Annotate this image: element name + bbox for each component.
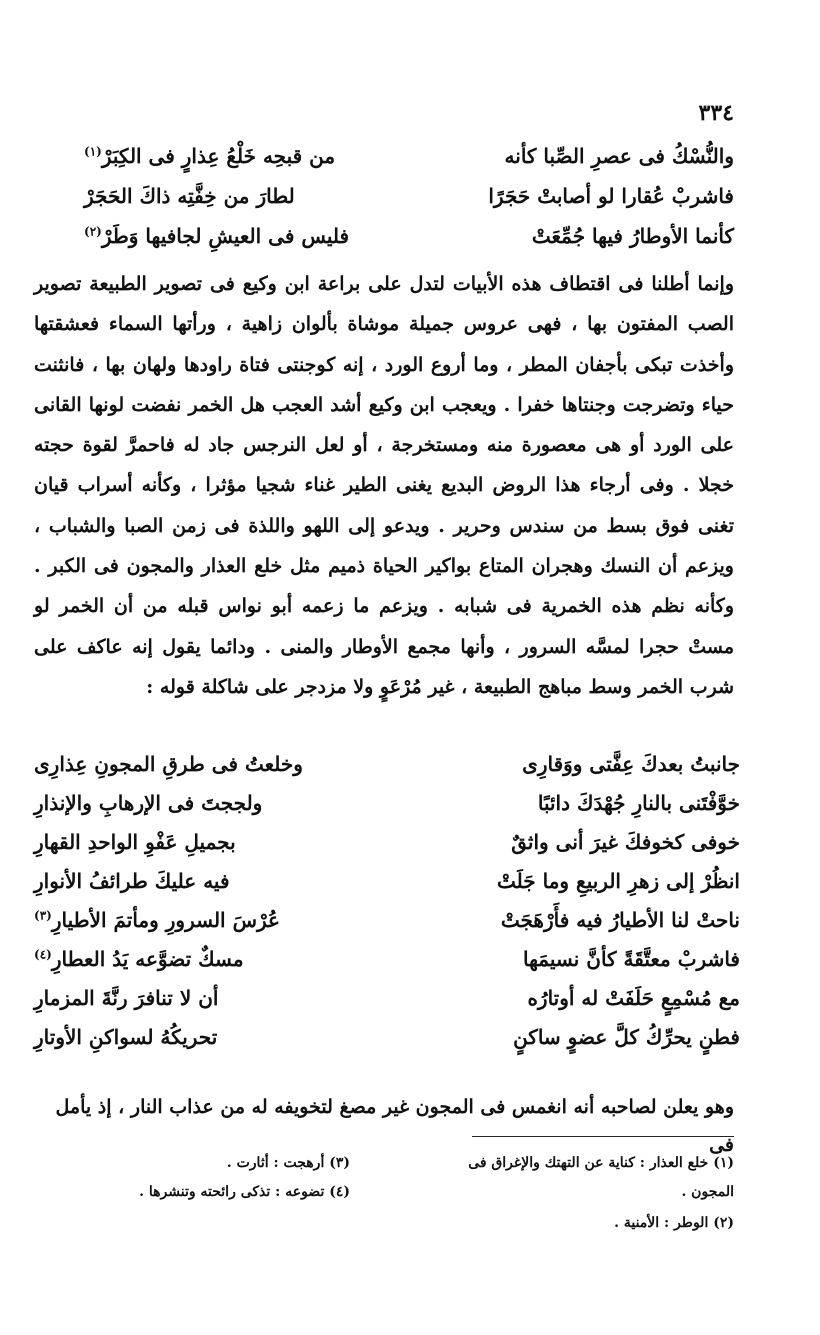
verse-second-hemistich: أن لا تنافرَ رنَّةَ المزمارِ — [34, 986, 219, 1010]
verse-second-hemistich: عُرْسَ السرورِ ومأتمَ الأطيارِ$^{(٣)}$ — [34, 908, 280, 932]
footnote: (٤) تضوعه : تذكى رائحته وتنشرها . — [139, 1184, 350, 1200]
footnote: (٣) أرهجت : أثارت . — [226, 1155, 350, 1171]
body-paragraph — [34, 264, 734, 707]
verse-second-hemistich: بجميلِ عَفْوِ الواحدِ القهارِ — [34, 830, 236, 854]
verse-first-hemistich: والنُّسْكُ فى عصرِ الصِّبا كأنه — [504, 144, 734, 168]
paragraph-text: وإنما أطلنا فى اقتطاف هذه الأبيات لتدل على براعة ابن وكيع فى تصوير الطبيعة تصوير الصب المفتون بها ، فهى عروس جميلة موشاة بألوان زاهية ، ورأتها السماء فعشقتها وأخذت تبكى بأجفان المطر ، وما أروع الورد ، إنه كوجنتى فتاة راودها ولهان بها ، فانثنت حياء وتضرجت وجنتاها خفرا . ويعجب ابن وكيع أشد العجب هل الخمر نفضت لونها القانى على الورد أو هى معصورة منه ومستخرجة ، أو لعل النرجس جاد له فاحمرَّ لقوة حجته خجلا . وفى أرجاء هذا الروض البديع يغنى الطير غناء شجيا مؤثرا ، وكأنه أسراب قيان تغنى فوق بسط من سندس وحرير . ويدعو إلى اللهو واللذة فى زمن الصبا والشباب ، ويزعم أن النسك وهجران المتاع بواكير الحياة ذميم مثل خلع العذار والمجون فى الكبر . وكأنه نظم هذه الخمرية فى شبابه . ويزعم ما زعمه أبو نواس قبله من أن الخمر لو مستْ حجرا لمسَّه السرور ، وأنها مجمع الأوطار والمنى . ودائما يقول إنه عاكف على شرب الخمر وسط مباهج الطبيعة ، غير مُرْعَوٍ ولا مزدجر على شاكلة قوله : — [34, 273, 734, 698]
verse-first-hemistich: خوفى كخوفكَ غيرَ أنى واثقٌ — [511, 830, 740, 854]
verse-line — [84, 136, 734, 176]
verse-first-hemistich: فطنٍ يحرِّكُ كلَّ عضوٍ ساكنٍ — [513, 1025, 740, 1049]
verse-second-hemistich: مسكٌ تضوَّعه يَدُ العطارِ$^{(٤)}$ — [34, 947, 244, 971]
verse-line — [34, 1017, 740, 1057]
footnote-marker: (١) — [84, 144, 102, 159]
verse-line — [84, 176, 734, 216]
verse-second-hemistich: ولججتَ فى الإرهابِ والإنذارِ — [34, 791, 263, 815]
verse-second-hemistich: تحريكُهُ لسواكنِ الأوتارِ — [34, 1025, 218, 1049]
verse-first-hemistich: فاشربْ عُقارا لو أصابتْ حَجَرًا — [488, 184, 734, 208]
verse-second-hemistich: فيه عليكَ طرائفُ الأنوارِ — [34, 869, 230, 893]
verse-line — [34, 861, 740, 901]
verse-first-hemistich: مع مُسْمِعٍ حَلَفَتْ له أوتارُه — [527, 986, 740, 1010]
verse-second-hemistich: لطارَ من خِفَّتِه ذاكَ الحَجَرْ — [84, 184, 295, 208]
verse-line — [84, 216, 734, 256]
verse-first-hemistich: خوَّفْتَنى بالنارِ جُهْدَكَ دائبًا — [537, 791, 740, 815]
verse-second-hemistich: فليس فى العيشِ لجافيها وَطَرْ$^{(٢)}$ — [84, 224, 350, 248]
verse-first-hemistich: انظُرْ إلى زهرِ الربيعِ وما جَلَتْ — [497, 869, 740, 893]
footnote: (١) خلع العذار : كناية عن التهتك والإغراق فى — [468, 1155, 734, 1171]
continuation-line: وهو يعلن لصاحبه أنه انغمس فى المجون غير مصغ لتخويفه له من عذاب النار ، إذ يأمل فى — [55, 1096, 734, 1156]
verse-first-hemistich: جانبتُ بعدكَ عِفَّتى ووَقارِى — [522, 752, 740, 776]
page-number: ٣٣٤ — [698, 100, 734, 126]
verse-second-hemistich: من قبحِه خَلْعُ عِذارٍ فى الكِبَرْ$^{(١)}$ — [84, 144, 336, 168]
footnote-marker: (٤) — [34, 947, 52, 962]
verse-second-hemistich: وخلعتُ فى طرقِ المجونِ عِذارِى — [34, 752, 303, 776]
footnote-marker: (٣) — [34, 908, 52, 923]
verse-first-hemistich: فاشربْ معتَّقَةً كأنَّ نسيمَها — [522, 947, 740, 971]
footnote: (٢) الوطر : الأمنية . — [614, 1215, 734, 1231]
footnote: المجون . — [681, 1184, 734, 1200]
verse-line — [34, 783, 740, 823]
verse-first-hemistich: كأنما الأوطارُ فيها جُمِّعَتْ — [531, 224, 734, 248]
footnote-divider — [472, 1136, 734, 1137]
footnote-marker: (٢) — [84, 224, 102, 239]
verse-line — [34, 900, 740, 940]
verse-line — [34, 822, 740, 862]
verse-line — [34, 744, 740, 784]
verse-line — [34, 939, 740, 979]
verse-line — [34, 978, 740, 1018]
verse-first-hemistich: ناحتْ لنا الأطيارُ فيه فأَرْهَجَتْ — [500, 908, 740, 932]
